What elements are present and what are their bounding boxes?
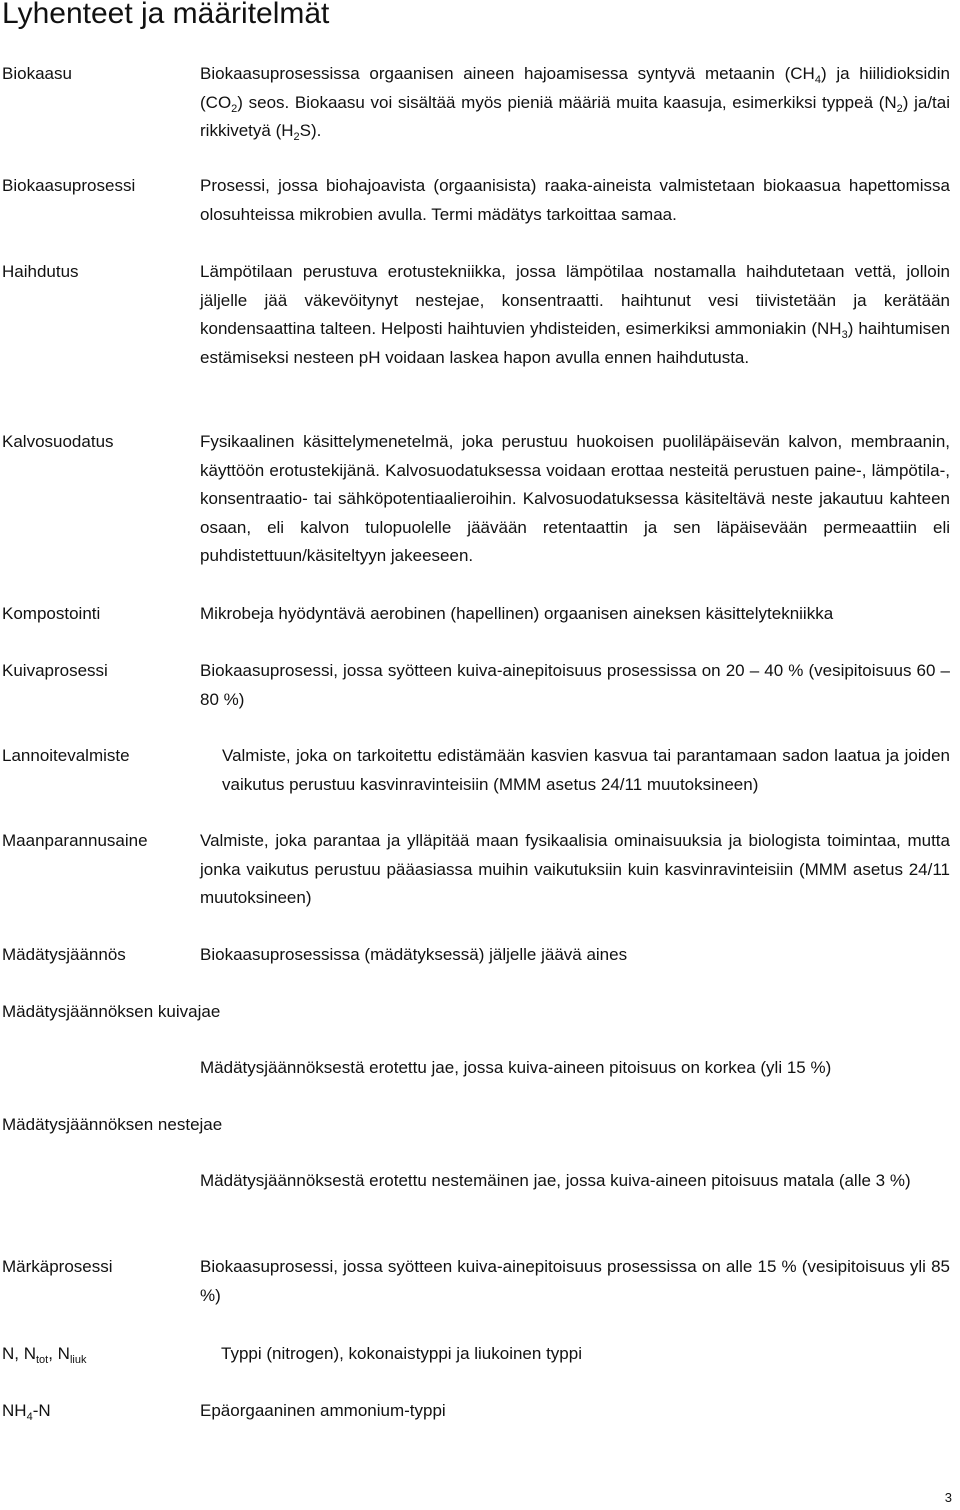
- term-maanparannusaine: Maanparannusaine: [2, 831, 148, 850]
- term-madatysjaannoksen-nestejae: Mädätysjäännöksen nestejae: [2, 1115, 223, 1134]
- definition-madatysjaannoksen-kuivajae: Mädätysjäännöksestä erotettu jae, jossa kuiva-aineen pitoisuus on korkea (yli 15 %): [200, 1058, 832, 1077]
- term-kuivaprosessi: Kuivaprosessi: [2, 661, 108, 680]
- subscript: 2: [231, 102, 238, 115]
- term-lannoitevalmiste: Lannoitevalmiste: [2, 746, 130, 765]
- term-typpi-symbols: N, $N_{tot}$, $N_{liuk}$: [2, 1344, 87, 1366]
- subscript: liuk: [69, 1354, 87, 1366]
- definition-typpi: Typpi (nitrogen), kokonaistyppi ja liukoinen typpi: [221, 1344, 582, 1363]
- definition-kompostointi: Mikrobeja hyödyntävä aerobinen (hapellinen) orgaanisen aineksen käsittelytekniikka: [200, 604, 834, 623]
- definition-lannoitevalmiste: Valmiste, joka on tarkoitettu edistämään kasvien kasvua tai parantamaan sadon laatua ja joiden vaikutus perustuu kasvinravinteisiin (MMM asetus 24/11 muutoksineen): [222, 746, 950, 794]
- definition-madatysjaannoksen-nestejae: Mädätysjäännöksestä erotettu nestemäinen jae, jossa kuiva-aineen pitoisuus matala (alle 3 %): [200, 1171, 911, 1190]
- term-markaprosessi: Märkäprosessi: [2, 1257, 113, 1276]
- definition-biokaasu: Biokaasuprosessissa orgaanisen aineen hajoamisessa syntyvä metaanin $(CH_4)$ ja hiilidioksidin $(CO_2)$ seos. Biokaasu voi sisältää myös pieniä määriä muita kaasuja, esimerkiksi typpeä $(N_2)$ ja/tai rikkivetyä $(H_2S)$.: [200, 64, 950, 143]
- page-title: Lyhenteet ja määritelmät: [2, 0, 330, 30]
- subscript: tot: [36, 1354, 49, 1366]
- term-biokaasu: Biokaasu: [2, 64, 72, 83]
- term-biokaasuprosessi: Biokaasuprosessi: [2, 176, 136, 195]
- subscript: 2: [896, 102, 903, 115]
- term-ammonium-typpi-symbol: $NH_4-N$: [2, 1401, 51, 1423]
- definition-maanparannusaine: Valmiste, joka parantaa ja ylläpitää maan fysikaalisia ominaisuuksia ja biologista toimintaa, mutta jonka vaikutus perustuu pääasiassa muihin vaikutuksiin kuin kasvinravinteisiin (MMM asetus 24/11 muutoksineen): [200, 831, 950, 907]
- definition-kalvosuodatus: Fysikaalinen käsittelymenetelmä, joka perustuu huokoisen puoliläpäisevän kalvon, membraanin, käyttöön erotustekijänä. Kalvosuodatuksessa voidaan erottaa nesteitä perustuen paine-, lämpötila-, konsentraatio- tai sähköpotentiaalieroihin. Kalvosuodatuksessa käsiteltävä neste jakautuu kahteen osaan, eli kalvon tulopuolelle jäävään retentaattin ja sen läpäisevään permeaattiin eli puhdistettuun/käsiteltyyn jakeeseen.: [200, 432, 950, 565]
- term-madatysjaannos: Mädätysjäännös: [2, 945, 126, 964]
- definition-kuivaprosessi: Biokaasuprosessi, jossa syötteen kuiva-ainepitoisuus prosessissa on 20 – 40 % (vesipitoisuus 60 – 80 %): [200, 661, 950, 709]
- term-haihdutus: Haihdutus: [2, 262, 79, 281]
- definition-madatysjaannos: Biokaasuprosessissa (mädätyksessä) jäljelle jäävä aines: [200, 945, 628, 964]
- definition-haihdutus: Lämpötilaan perustuva erotustekniikka, jossa lämpötilaa nostamalla haihdutetaan vettä, jolloin jäljelle jää väkevöitynyt nestejae, konsentraatti. haihtunut vesi tiivistetään ja kerätään kondensaattina talteen. Helposti haihtuvien yhdisteiden, esimerkiksi ammoniakin $(NH_3)$ haihtumisen estämiseksi nesteen pH voidaan laskea hapon avulla ennen haihdutusta.: [200, 262, 950, 367]
- subscript: 3: [841, 329, 848, 341]
- term-kalvosuodatus: Kalvosuodatus: [2, 432, 114, 451]
- subscript: 2: [293, 131, 300, 143]
- definition-ammonium-typpi: Epäorgaaninen ammonium-typpi: [200, 1401, 446, 1420]
- term-madatysjaannoksen-kuivajae: Mädätysjäännöksen kuivajae: [2, 1002, 221, 1021]
- definition-biokaasuprosessi: Prosessi, jossa biohajoavista (orgaanisista) raaka-aineista valmistetaan biokaasua hapettomissa olosuhteissa mikrobien avulla. Termi mädätys tarkoittaa samaa.: [200, 176, 950, 224]
- page-number: 3: [944, 1490, 952, 1505]
- definition-markaprosessi: Biokaasuprosessi, jossa syötteen kuiva-ainepitoisuus prosessissa on alle 15 % (vesipitoisuus yli 85 %): [200, 1257, 950, 1305]
- subscript: 4: [814, 74, 821, 86]
- subscript: 4: [26, 1411, 33, 1423]
- term-kompostointi: Kompostointi: [2, 604, 101, 623]
